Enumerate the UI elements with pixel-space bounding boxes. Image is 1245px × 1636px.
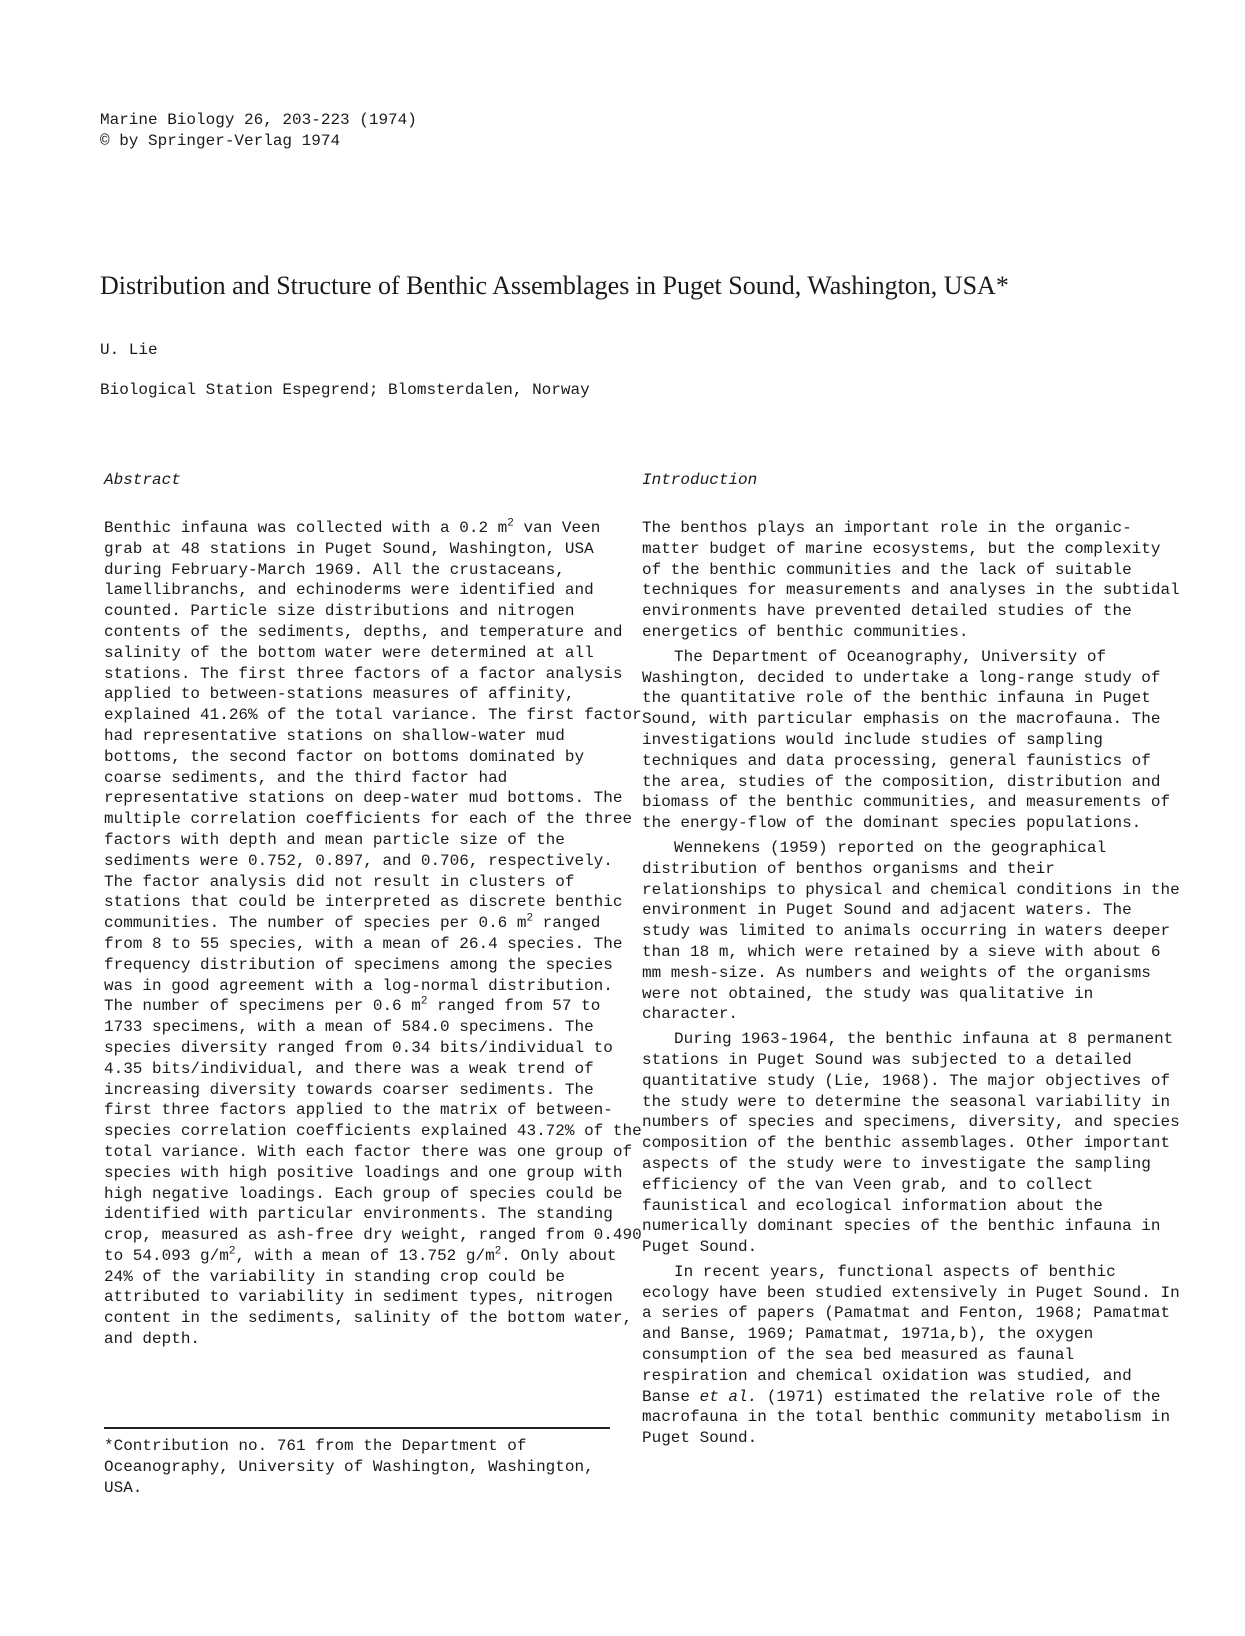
abstract-body	[104, 518, 644, 1350]
superscript-2e: 2	[494, 1245, 502, 1258]
superscript-2a: 2	[507, 517, 514, 530]
introduction-column	[642, 470, 1182, 1449]
abstract-text-2: van Veen grab at 48 stations in Puget Sound, Washington, USA during February-March 1969. All the crustaceans, lamellibranchs, and echinoderms were identified and counted. Particle size distributions and nitrogen contents of the sediments, depths, and temperature and salinity of the bottom water were determined at all stations. The first three factors of a factor analysis applied to between-stations measures of affinity, explained 41.26% of the total variance. The first factor had representative stations on shallow-water mud bottoms, the second factor on bottoms dominated by coarse sediments, and the third factor had representative stations on deep-water mud bottoms. The multiple correlation coefficients for each of the three factors with depth and mean particle size of the sediments were 0.752, 0.897, and 0.706, respectively. The factor analysis did not result in clusters of stations that could be interpreted as discrete benthic communities. The number of species per 0.6 m	[104, 519, 642, 933]
affiliation: Biological Station Espegrend; Blomsterdalen, Norway	[100, 381, 590, 399]
copyright-line: © by Springer-Verlag 1974	[100, 132, 341, 150]
footnote: *Contribution no. 761 from the Department of Oceanography, University of Washington, Washington, USA.	[104, 1437, 594, 1497]
abstract-column	[104, 470, 644, 1350]
abstract-text-1: Benthic infauna was collected with a 0.2 m	[104, 519, 508, 537]
intro-paragraph-3: Wennekens (1959) reported on the geographical distribution of benthos organisms and their relationships to physical and chemical conditions in the environment in Puget Sound and adjacent waters. The study was limited to animals occurring in waters deeper than 18 m, which were retained by a sieve with about 6 mm mesh-size. As numbers and weights of the organisms were not obtained, the study was qualitative in character.	[642, 838, 1180, 1024]
abstract-heading: Abstract	[104, 471, 181, 489]
intro-p5-start: In recent years, functional aspects of benthic ecology have been studied extensively in Puget Sound. In a series of papers (Pamatmat and Fenton, 1968; Pamatmat and Banse, 1969; Pamatmat, 1971a,b), the oxygen consumption of the sea bed measured as faunal respiration and chemical oxidation was studied, and Banse	[642, 1262, 1180, 1406]
abstract-text-3: ranged from 8 to 55 species, with a mean of 26.4 species. The frequency distribution of specimens among the species was in good agreement with a log-normal distribution. The number of specimens per 0.6 m	[104, 914, 623, 1016]
journal-citation: Marine Biology 26, 203-223 (1974)	[100, 111, 417, 129]
superscript-2d: 2	[228, 1245, 236, 1258]
abstract-text-6: . Only about 24% of the variability in standing crop could be attributed to variability in sediment types, nitrogen content in the sediments, salinity of the bottom water, and depth.	[104, 1246, 633, 1349]
intro-paragraph-1: The benthos plays an important role in the organic-matter budget of marine ecosystems, but the complexity of the benthic communities and the lack of suitable techniques for measurements and analyses in the subtidal environments have prevented detailed studies of the energetics of benthic communities.	[642, 519, 1180, 641]
journal-header	[100, 110, 417, 152]
intro-paragraph-5	[642, 1262, 1182, 1449]
intro-p5-end: (1971) estimated the relative role of the macrofauna in the total benthic community metabolism in Puget Sound.	[642, 1387, 1171, 1448]
superscript-2b: 2	[526, 912, 534, 925]
footnote-divider	[104, 1427, 610, 1429]
intro-p5-etal: et al.	[699, 1387, 758, 1406]
superscript-2c: 2	[420, 996, 428, 1008]
introduction-heading: Introduction	[642, 471, 758, 489]
author: U. Lie	[100, 341, 158, 359]
abstract-text-5: , with a mean of 13.752 g/m	[235, 1246, 495, 1265]
intro-paragraph-4: During 1963-1964, the benthic infauna at 8 permanent stations in Puget Sound was subjected to a detailed quantitative study (Lie, 1968). The major objectives of the study were to determine the seasonal variability in numbers of species and specimens, diversity, and species composition of the benthic assemblages. Other important aspects of the study were to investigate the sampling efficiency of the van Veen grab, and to collect faunistical and ecological information about the numerically dominant species of the benthic infauna in Puget Sound.	[642, 1030, 1180, 1257]
paper-title: Distribution and Structure of Benthic Assemblages in Puget Sound, Washington, USA*	[100, 271, 1009, 300]
abstract-text-4: ranged from 57 to 1733 specimens, with a mean of 584.0 specimens. The species diversity ranged from 0.34 bits/individual to 4.35 bits/individual, and there was a weak trend of increasing diversity towards coarser sediments. The first three factors applied to the matrix of between-species correlation coefficients explained 43.72% of the total variance. With each factor there was one group of species with high positive loadings and one group with high negative loadings. Each group of species could be identified with particular environments. The standing crop, measured as ash-free dry weight, ranged from 0.490 to 54.093 g/m	[104, 997, 642, 1265]
intro-paragraph-2: The Department of Oceanography, University of Washington, decided to undertake a long-range study of the quantitative role of the benthic infauna in Puget Sound, with particular emphasis on the macrofauna. The investigations would include studies of sampling techniques and data processing, general faunistics of the area, studies of the composition, distribution and biomass of the benthic communities, and measurements of the energy-flow of the dominant species populations.	[642, 647, 1171, 833]
